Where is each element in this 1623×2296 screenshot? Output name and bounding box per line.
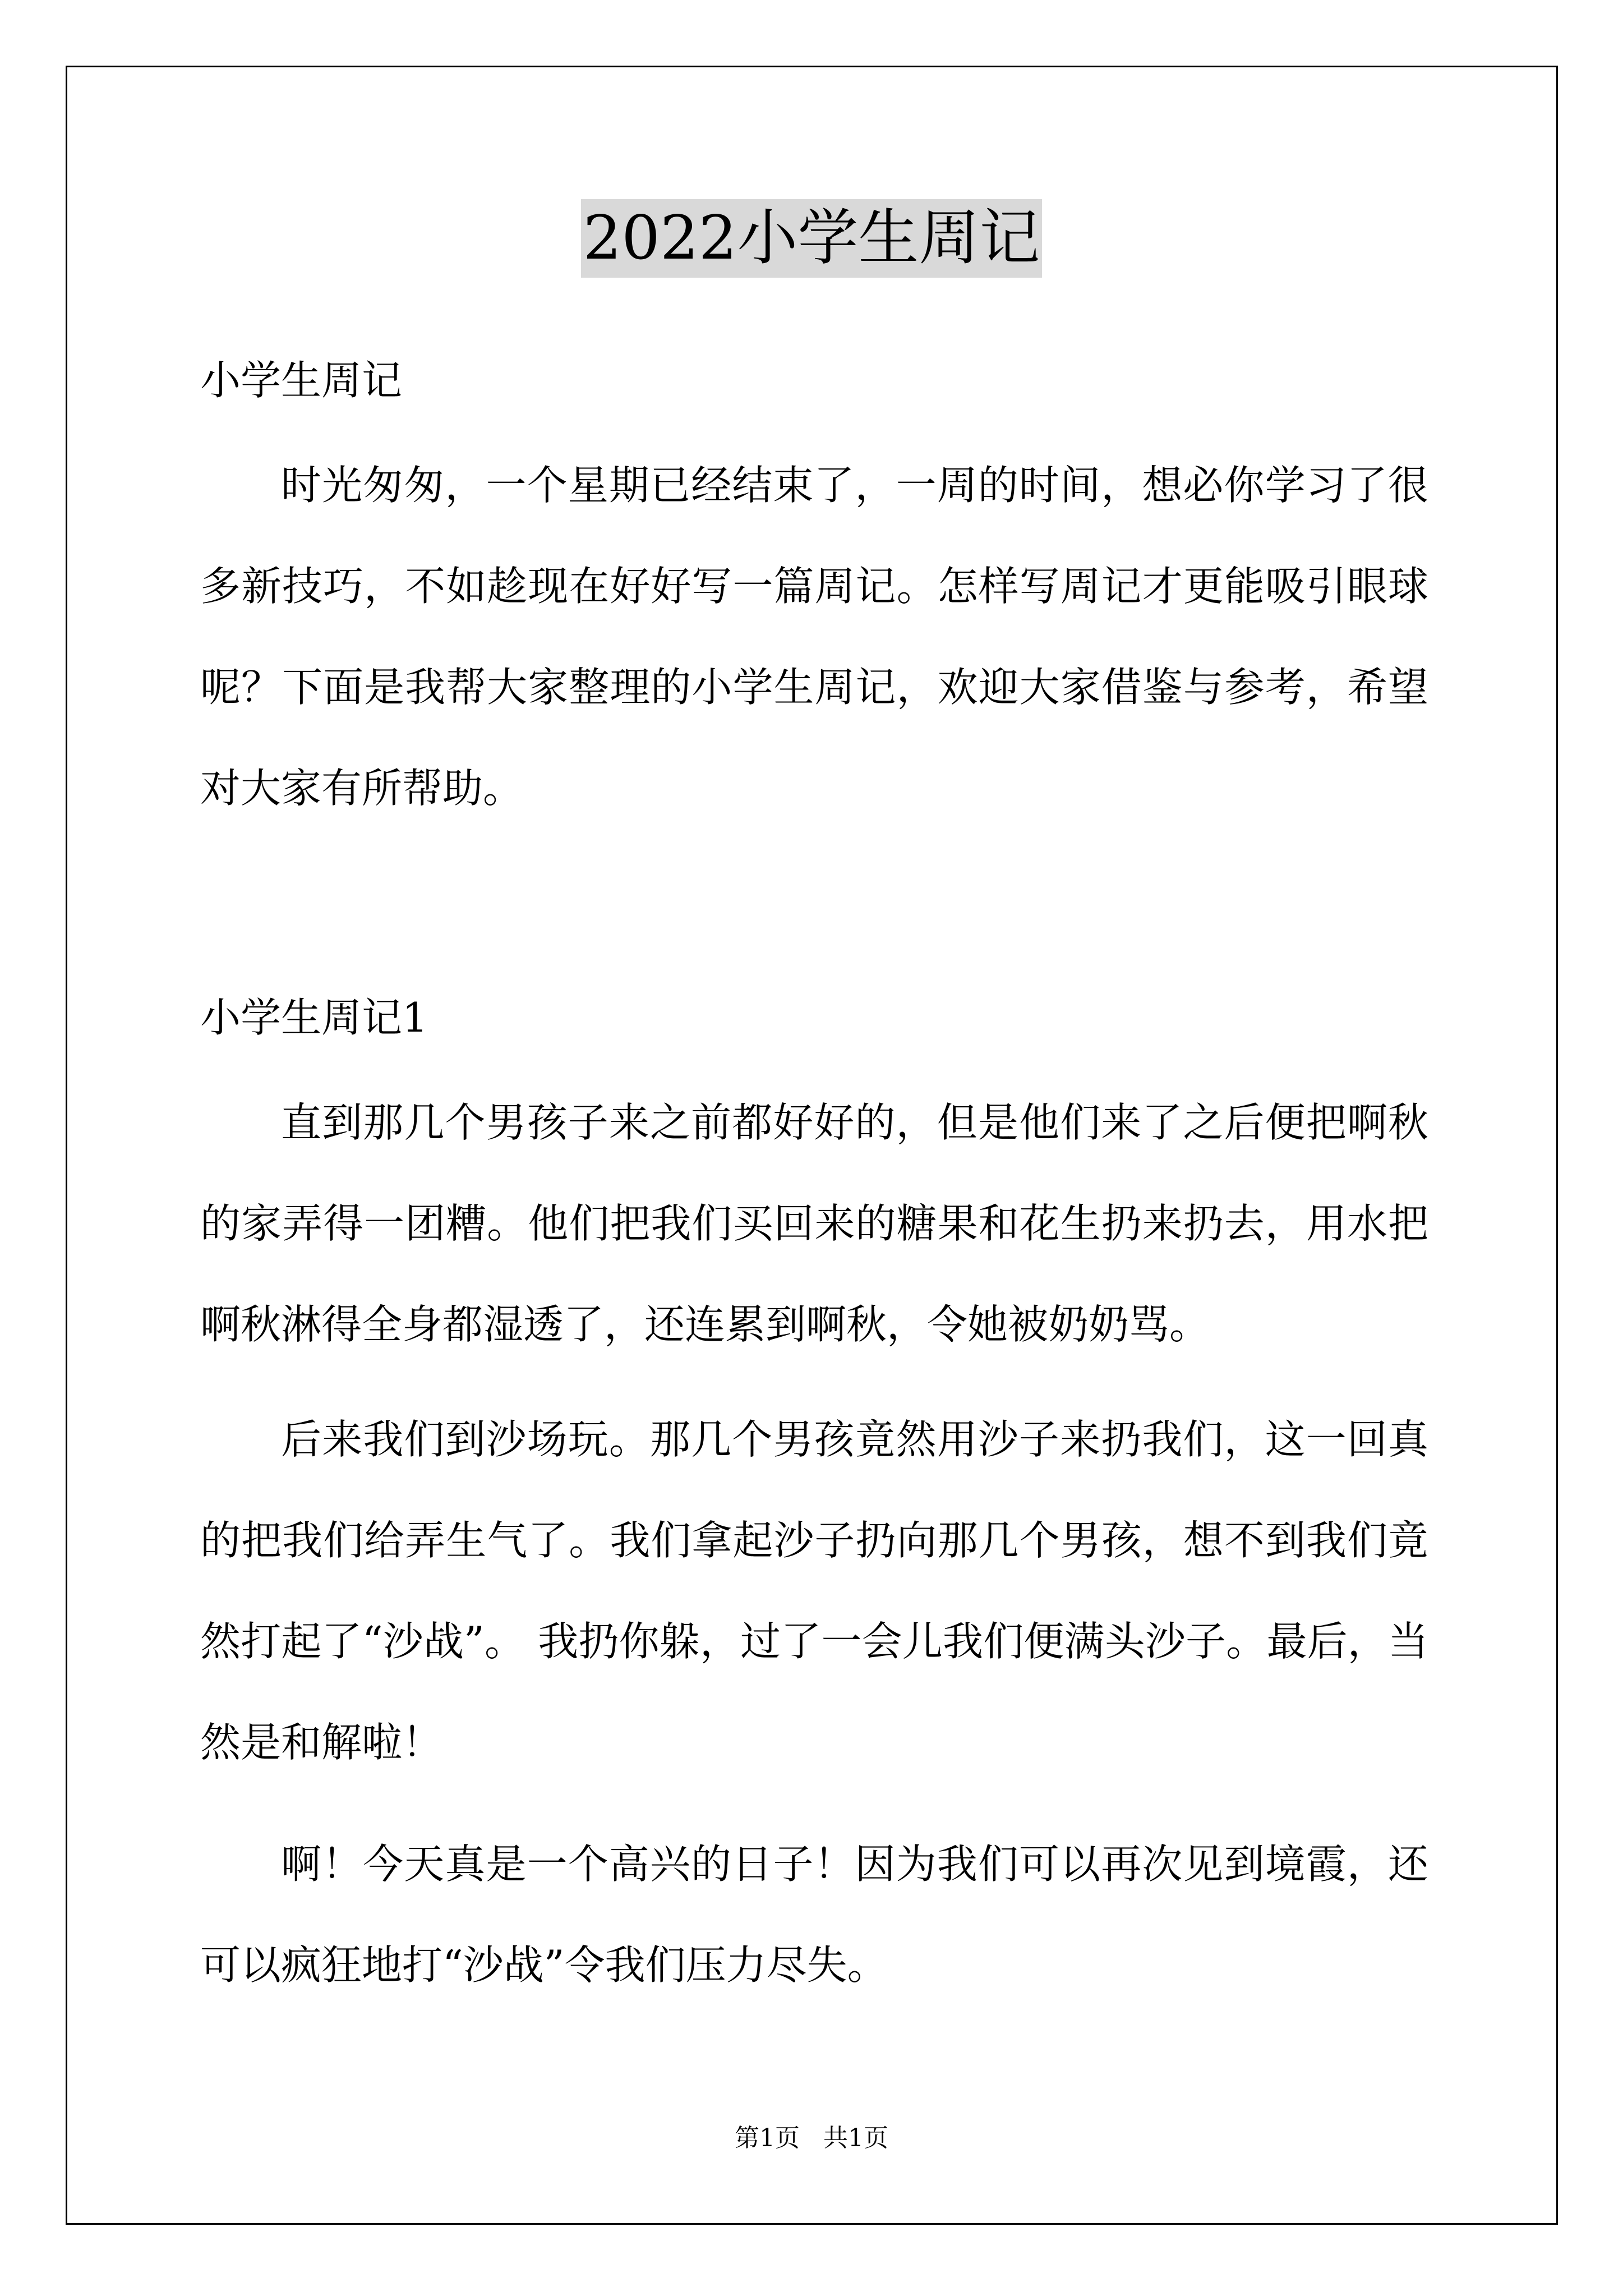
page-number-text: 第1页 共1页 — [735, 2124, 888, 2152]
page-footer — [0, 2122, 1623, 2155]
document-title — [0, 199, 1623, 278]
intro-heading: 小学生周记 — [200, 357, 403, 404]
document-title-text: 2022小学生周记 — [581, 199, 1043, 278]
intro-paragraph: 时光匆匆，一个星期已经结束了，一周的时间，想必你学习了很多新技巧，不如趁现在好好写一篇周记。怎样写周记才更能吸引眼球呢？下面是我帮大家整理的小学生周记，欢迎大家借鉴与参考，希望对大家有所帮助。 — [200, 462, 1428, 812]
section1-heading: 小学生周记1 — [200, 994, 428, 1041]
section1-paragraph-2: 后来我们到沙场玩。那几个男孩竟然用沙子来扔我们，这一回真的把我们给弄生气了。我们拿起沙子扔向那几个男孩，想不到我们竟然打起了“沙战”。 我扔你躲，过了一会儿我们便满头沙子。最后，当然是和解啦！ — [200, 1416, 1428, 1766]
section1-paragraph-3: 啊！今天真是一个高兴的日子！因为我们可以再次见到境霞，还可以疯狂地打“沙战”令我们压力尽失。 — [200, 1841, 1428, 1989]
section1-paragraph-1: 直到那几个男孩子来之前都好好的，但是他们来了之后便把啊秋的家弄得一团糟。他们把我们买回来的糖果和花生扔来扔去，用水把啊秋淋得全身都湿透了，还连累到啊秋，令她被奶奶骂。 — [200, 1099, 1428, 1348]
